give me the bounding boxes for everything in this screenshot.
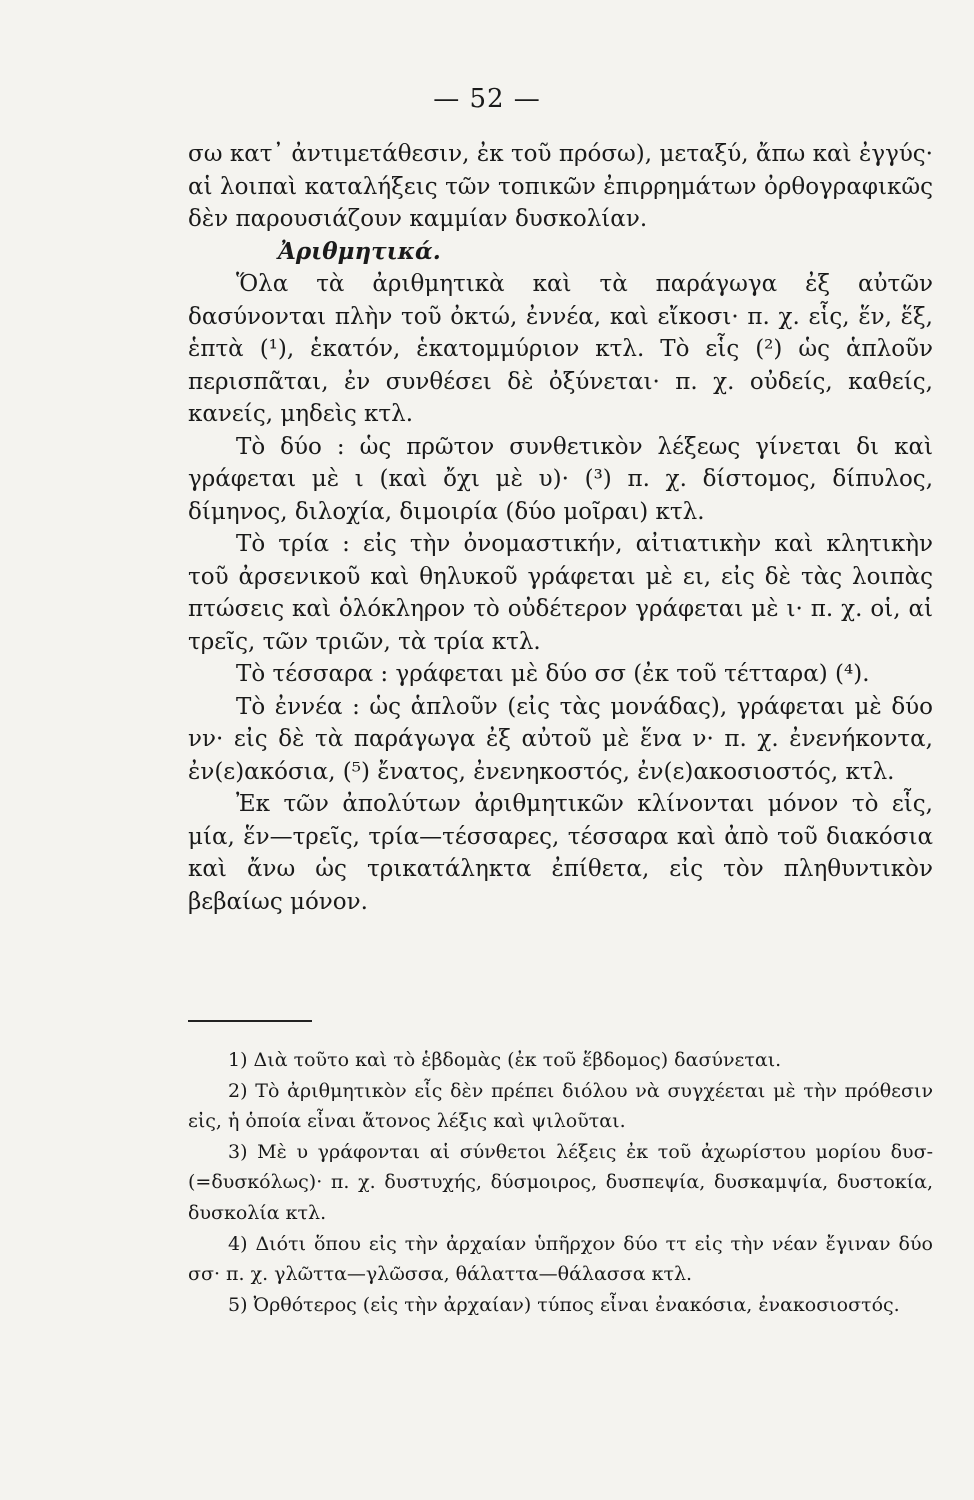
section-heading: Ἀριθμητικά.	[278, 237, 441, 265]
footnote-5: 5) Ὀρθότερος (εἰς τὴν ἀρχαίαν) τύπος εἶναι ἐνακόσια, ἐνακοσιοστός.	[228, 1293, 900, 1316]
page-number: — 52 —	[433, 84, 541, 114]
footnote-3: 3) Μὲ υ γράφονται αἱ σύνθετοι λέξεις ἐκ τοῦ ἀχωρίστου μορίου δυσ-(=δυσκόλως)· π. χ. δυστυχής, δύσμοιρος, δυσπεψία, δυσκαμψία, δυστοκία, δυσκολία κτλ.	[188, 1140, 933, 1224]
footnotes	[188, 1045, 933, 1320]
paragraph-tessara: Τὸ τέσσαρα : γράφεται μὲ δύο σσ (ἐκ τοῦ τέτταρα) (⁴).	[236, 661, 870, 687]
paragraph-numerals-intro: Ὅλα τὰ ἀριθμητικὰ καὶ τὰ παράγωγα ἐξ αὐτῶν δασύνονται πλὴν τοῦ ὀκτώ, ἐννέα, καὶ εἴκοσι· π. χ. εἷς, ἕν, ἕξ, ἑπτὰ (¹), ἑκατόν, ἑκατομμύριον κτλ. Τὸ εἷς (²) ὡς ἁπλοῦν περισπᾶται, ἐν συνθέσει δὲ ὀξύνεται· π. χ. οὐδείς, καθείς, κανείς, μηδεὶς κτλ.	[188, 271, 933, 427]
paragraph-tria: Τὸ τρία : εἰς τὴν ὀνομαστικήν, αἰτιατικὴν καὶ κλητικὴν τοῦ ἀρσενικοῦ καὶ θηλυκοῦ γράφεται μὲ ει, εἰς δὲ τὰς λοιπὰς πτώσεις καὶ ὁλόκληρον τὸ οὐδέτερον γράφεται μὲ ι· π. χ. οἱ, αἱ τρεῖς, τῶν τριῶν, τὰ τρία κτλ.	[188, 531, 933, 655]
footnote-2: 2) Τὸ ἀριθμητικὸν εἷς δὲν πρέπει διόλου νὰ συγχέεται μὲ τὴν πρόθεσιν εἰς, ἡ ὁποία εἶναι ἄτονος λέξις καὶ ψιλοῦται.	[188, 1079, 933, 1133]
paragraph-declension: Ἐκ τῶν ἀπολύτων ἀριθμητικῶν κλίνονται μόνον τὸ εἷς, μία, ἕν—τρεῖς, τρία—τέσσαρες, τέσσαρα καὶ ἀπὸ τοῦ διακόσια καὶ ἄνω ὡς τρικατάληκτα ἐπίθετα, εἰς τὸν πληθυντικὸν βεβαίως μόνον.	[188, 791, 933, 915]
footnote-separator	[188, 1020, 312, 1022]
paragraph-continuation: σω κατ᾽ ἀντιμετάθεσιν, ἐκ τοῦ πρόσω), μεταξύ, ἄπω καὶ ἐγγύς· αἱ λοιπαὶ καταλήξεις τῶν τοπικῶν ἐπιρρημάτων ὀρθογραφικῶς δὲν παρουσιάζουν καμμίαν δυσκολίαν.	[188, 141, 933, 232]
footnote-4: 4) Διότι ὅπου εἰς τὴν ἀρχαίαν ὑπῆρχον δύο ττ εἰς τὴν νέαν ἔγιναν δύο σσ· π. χ. γλῶττα—γλῶσσα, θάλαττα—θάλασσα κτλ.	[188, 1232, 933, 1286]
footnote-1: 1) Διὰ τοῦτο καὶ τὸ ἑβδομὰς (ἐκ τοῦ ἕβδομος) δασύνεται.	[228, 1049, 782, 1071]
main-text	[188, 138, 933, 918]
paragraph-ennea: Τὸ ἐννέα : ὡς ἁπλοῦν (εἰς τὰς μονάδας), γράφεται μὲ δύο νν· εἰς δὲ τὰ παράγωγα ἐξ αὐτοῦ μὲ ἕνα ν· π. χ. ἐνενήκοντα, ἐν(ε)ακόσια, (⁵) ἔνατος, ἐνενηκοστός, ἐν(ε)ακοσιοστός, κτλ.	[188, 693, 933, 785]
paragraph-dyo: Τὸ δύο : ὡς πρῶτον συνθετικὸν λέξεως γίνεται δι καὶ γράφεται μὲ ι (καὶ ὄχι μὲ υ)· (³) π. χ. δίστομος, δίπυλος, δίμηνος, διλοχία, διμοιρία (δύο μοῖραι) κτλ.	[188, 433, 933, 525]
